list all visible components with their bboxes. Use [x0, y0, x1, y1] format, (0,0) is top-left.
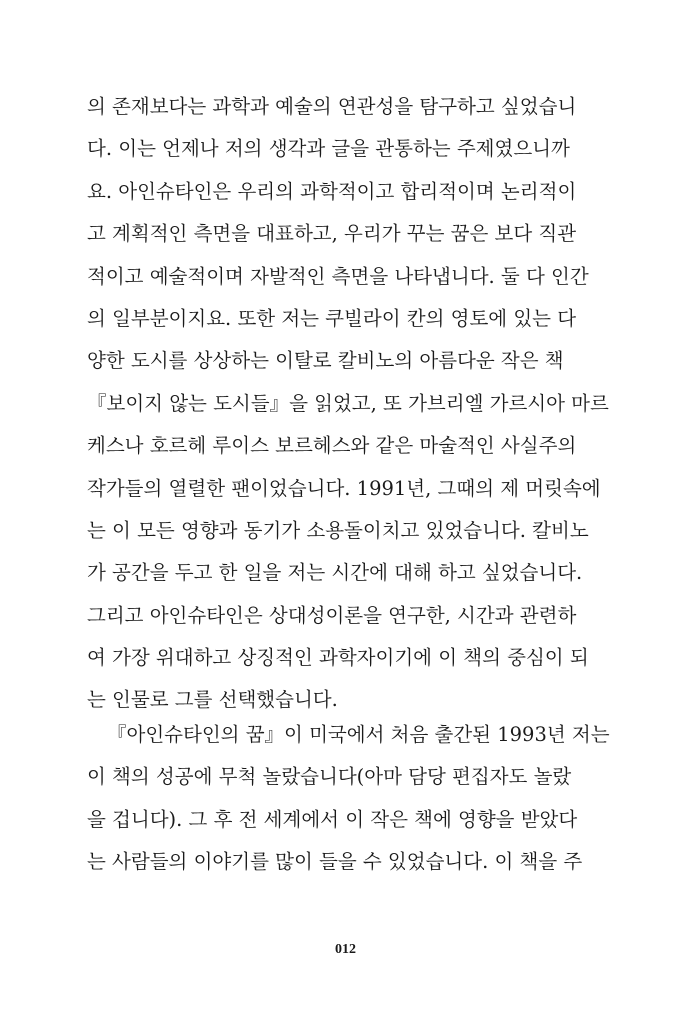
text-line: 『아인슈타인의 꿈』이 미국에서 처음 출간된 1993년 저는: [107, 723, 610, 746]
text-line: 그리고 아인슈타인은 상대성이론을 연구한, 시간과 관련하: [87, 603, 577, 627]
text-line: 다. 이는 언제나 저의 생각과 글을 관통하는 주제였으니까: [87, 137, 570, 161]
text-line: 양한 도시를 상상하는 이탈로 칼비노의 아름다운 작은 책: [87, 349, 564, 373]
text-line: 적이고 예술적이며 자발적인 측면을 나타냅니다. 둘 다 인간: [87, 264, 589, 288]
text-line: 의 일부분이지요. 또한 저는 쿠빌라이 칸의 영토에 있는 다: [87, 306, 577, 330]
text-line: 는 사람들의 이야기를 많이 들을 수 있었습니다. 이 책을 주: [87, 850, 583, 874]
paragraph-2: [87, 714, 610, 884]
text-line: 여 가장 위대하고 상징적인 과학자이기에 이 책의 중심이 되: [87, 646, 589, 670]
text-line: 이 책의 성공에 무척 놀랐습니다(아마 담당 편집자도 놀랐: [87, 765, 572, 789]
text-line: 는 이 모든 영향과 동기가 소용돌이치고 있었습니다. 칼비노: [87, 518, 589, 542]
paragraph-1: [87, 86, 609, 722]
text-line: 케스나 호르헤 루이스 보르헤스와 같은 마술적인 사실주의: [87, 434, 577, 458]
text-line: 요. 아인슈타인은 우리의 과학적이고 합리적이며 논리적이: [87, 179, 577, 203]
text-line: 가 공간을 두고 한 일을 저는 시간에 대해 하고 싶었습니다.: [87, 561, 583, 585]
text-line: 의 존재보다는 과학과 예술의 연관성을 탐구하고 싶었습니: [87, 95, 577, 118]
text-line: 작가들의 열렬한 팬이었습니다. 1991년, 그때의 제 머릿속에: [87, 476, 601, 500]
text-line: 을 겁니다). 그 후 전 세계에서 이 작은 책에 영향을 받았다: [87, 807, 578, 831]
text-line: 는 인물로 그를 선택했습니다.: [87, 688, 338, 712]
page-number: 012: [335, 942, 356, 957]
text-line: 고 계획적인 측면을 대표하고, 우리가 꾸는 꿈은 보다 직관: [87, 222, 577, 246]
text-line: 『보이지 않는 도시들』을 읽었고, 또 가브리엘 가르시아 마르: [87, 391, 609, 415]
